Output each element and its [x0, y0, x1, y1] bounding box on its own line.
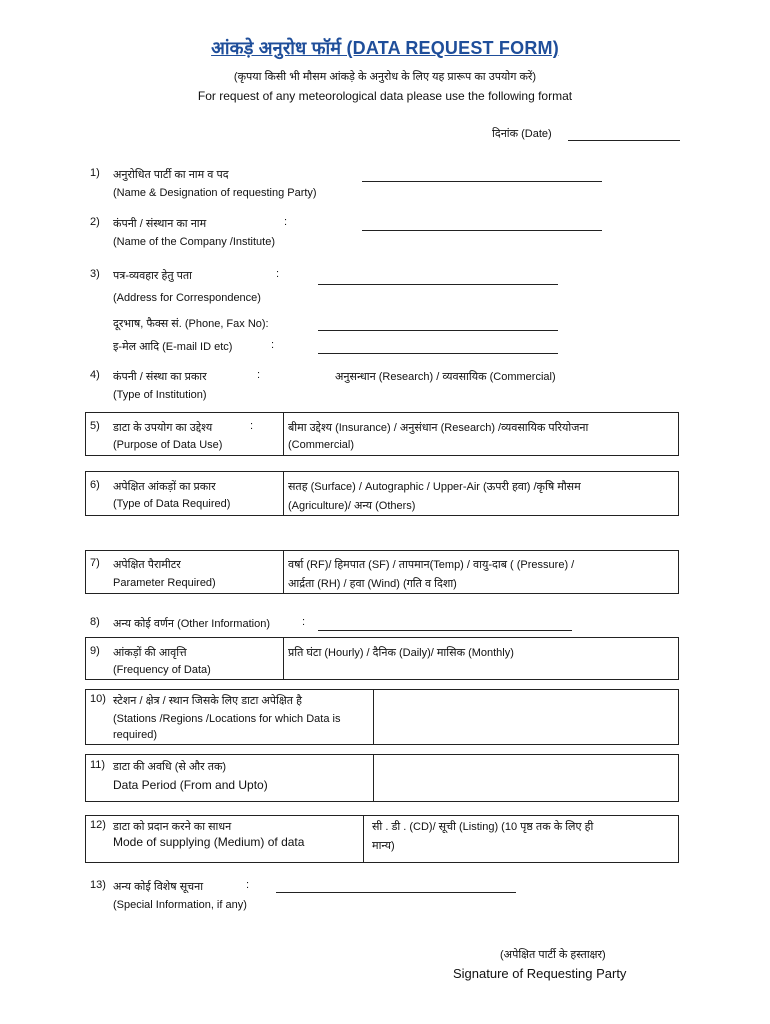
item12-options-line1[interactable]: सी . डी . (CD)/ सूची (Listing) (10 पृष्ठ तक के लिए ही: [372, 821, 594, 833]
item11-input-cell[interactable]: [375, 757, 675, 799]
item-number: 12): [90, 819, 106, 831]
item9-options[interactable]: प्रति घंटा (Hourly) / दैनिक (Daily)/ मासिक (Monthly): [288, 647, 514, 659]
item2-label-hindi: कंपनी / संस्थान का नाम: [113, 218, 207, 230]
item1-label-english: (Name & Designation of requesting Party): [113, 187, 317, 199]
item5-colon: :: [250, 420, 254, 432]
item2-label-english: (Name of the Company /Institute): [113, 236, 276, 248]
item11-label-hindi: डाटा की अवधि (से और तक): [113, 761, 227, 773]
divider: [283, 551, 284, 593]
item-number: 2): [90, 216, 100, 228]
item4-options[interactable]: अनुसन्धान (Research) / व्यवसायिक (Commercial): [335, 371, 556, 383]
item9-label-english: (Frequency of Data): [113, 664, 211, 676]
item3-label-hindi: पत्र-व्यवहार हेतु पता: [113, 270, 193, 282]
item12-label-english: Mode of supplying (Medium) of data: [113, 835, 305, 849]
item10-label-english: (Stations /Regions /Locations for which Data is required): [113, 713, 341, 741]
item-number: 8): [90, 616, 100, 628]
item10-label-hindi: स्टेशन / क्षेत्र / स्थान जिसके लिए डाटा अपेक्षित है: [113, 695, 302, 707]
item5-label-hindi: डाटा के उपयोग का उद्देश्य: [113, 422, 213, 434]
item6-options-line2[interactable]: (Agriculture)/ अन्य (Others): [288, 500, 416, 512]
email-colon: :: [271, 339, 275, 351]
item9-label-hindi: आंकड़ों की आवृत्ति: [113, 647, 187, 659]
item13-label-english: (Special Information, if any): [113, 899, 247, 911]
item7-label-english: Parameter Required): [113, 577, 216, 589]
subtitle-hindi: (कृपया किसी भी मौसम आंकड़े के अनुरोध के लिए यह प्रारूप का उपयोग करें): [233, 71, 537, 83]
date-label: दिनांक (Date): [492, 128, 552, 140]
item7-options-line1[interactable]: वर्षा (RF)/ हिमपात (SF) / तापमान(Temp) / वायु-दाब ( (Pressure) /: [288, 559, 575, 571]
item13-colon: :: [246, 879, 250, 891]
divider: [283, 413, 284, 455]
email-label: इ-मेल आदि (E-mail ID etc): [113, 341, 233, 353]
item-number: 4): [90, 369, 100, 381]
item-number: 1): [90, 167, 100, 179]
item1-input-line[interactable]: [362, 181, 602, 182]
phone-fax-label: दूरभाष, फैक्स सं. (Phone, Fax No):: [113, 318, 269, 330]
item-number: 9): [90, 645, 100, 657]
item7-options-line2[interactable]: आर्द्रता (RH) / हवा (Wind) (गति व दिशा): [288, 578, 457, 590]
item5-options-line2[interactable]: (Commercial): [288, 439, 354, 451]
phone-fax-line[interactable]: [318, 330, 558, 331]
divider: [363, 816, 364, 862]
item2-input-line[interactable]: [362, 230, 602, 231]
item11-label-english: Data Period (From and Upto): [113, 778, 268, 792]
item8-colon: :: [302, 616, 306, 628]
item8-input-line[interactable]: [318, 630, 572, 631]
item7-label-hindi: अपेक्षित पैरामीटर: [113, 559, 181, 571]
item10-input-cell[interactable]: [375, 692, 675, 742]
item13-label-hindi: अन्य कोई विशेष सूचना: [113, 881, 204, 893]
divider: [283, 638, 284, 679]
item3-address-line[interactable]: [318, 284, 558, 285]
divider: [283, 472, 284, 515]
item-number: 7): [90, 557, 100, 569]
item4-label-english: (Type of Institution): [113, 389, 207, 401]
item3-label-english: (Address for Correspondence): [113, 292, 261, 304]
item13-input-line[interactable]: [276, 892, 516, 893]
signature-label-english: Signature of Requesting Party: [453, 966, 627, 981]
item2-colon: :: [284, 216, 288, 228]
item-number: 11): [90, 759, 106, 771]
divider: [373, 690, 374, 744]
signature-label-hindi: (अपेक्षित पार्टी के हस्ताक्षर): [500, 949, 606, 961]
item-number: 13): [90, 879, 106, 891]
item3-colon: :: [276, 268, 280, 280]
item-number: 5): [90, 420, 100, 432]
item5-options-line1[interactable]: बीमा उद्देश्य (Insurance) / अनुसंधान (Research) /व्यवसायिक परियोजना: [288, 422, 589, 434]
date-field[interactable]: [568, 140, 680, 141]
item12-label-hindi: डाटा को प्रदान करने का साधन: [113, 821, 232, 833]
item-number: 6): [90, 479, 100, 491]
item-number: 3): [90, 268, 100, 280]
item6-options-line1[interactable]: सतह (Surface) / Autographic / Upper-Air (ऊपरी हवा) /कृषि मौसम: [288, 481, 581, 493]
divider: [373, 755, 374, 801]
item4-colon: :: [257, 369, 261, 381]
item8-label: अन्य कोई वर्णन (Other Information): [113, 618, 270, 630]
item1-label-hindi: अनुरोधित पार्टी का नाम व पद: [113, 169, 229, 181]
subtitle-english: For request of any meteorological data please use the following format: [197, 89, 573, 103]
item-number: 10): [90, 693, 106, 705]
item4-label-hindi: कंपनी / संस्था का प्रकार: [113, 371, 207, 383]
email-line[interactable]: [318, 353, 558, 354]
item5-label-english: (Purpose of Data Use): [113, 439, 223, 451]
item6-label-english: (Type of Data Required): [113, 498, 231, 510]
item12-options-line2[interactable]: मान्य): [372, 840, 395, 852]
item6-label-hindi: अपेक्षित आंकड़ों का प्रकार: [113, 481, 216, 493]
page-title: आंकड़े अनुरोध फॉर्म (DATA REQUEST FORM): [211, 38, 559, 58]
